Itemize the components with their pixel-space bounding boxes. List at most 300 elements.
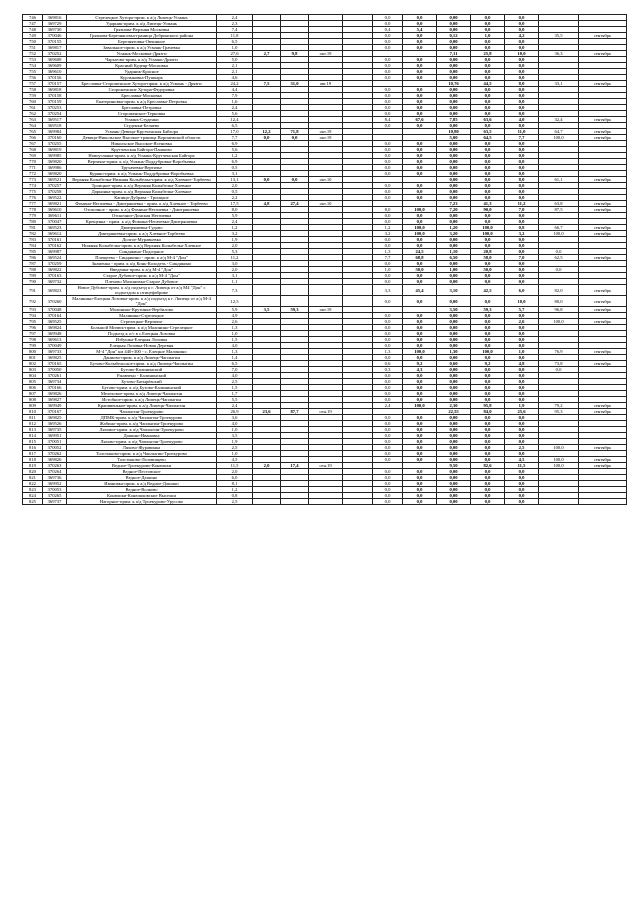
table-cell: 0,00 xyxy=(437,111,471,117)
table-cell: 804 xyxy=(23,373,43,379)
road-name-cell: Вертячье-прим. к а/д Усмань-Поддубровка-Воробьевка xyxy=(67,159,217,165)
table-cell: 0,0 xyxy=(403,337,437,343)
table-cell: 759 xyxy=(23,93,43,99)
table-cell: 0,0 xyxy=(373,219,403,225)
table-cell: 0,0 xyxy=(505,87,539,93)
table-cell: 1,3 xyxy=(217,349,253,355)
table-cell: 6,0 xyxy=(505,285,539,296)
table-cell: 0,0 xyxy=(471,421,505,427)
table-cell: 0,0 xyxy=(373,397,403,403)
road-name-cell: Красный Кудеяр-Московка xyxy=(67,63,217,69)
table-cell: 370046 xyxy=(43,33,67,39)
table-cell: 1,3 xyxy=(373,349,403,355)
table-cell: 9,2 xyxy=(403,361,437,367)
table-cell: 35,5 xyxy=(539,33,579,39)
table-cell: 3,3 xyxy=(373,285,403,296)
table-cell: 0,0 xyxy=(505,279,539,285)
table-cell: 8,1 xyxy=(217,481,253,487)
table-cell: 370263 xyxy=(43,463,67,469)
table-cell: сентябрь xyxy=(579,285,627,296)
table-cell: 6,9 xyxy=(217,159,253,165)
table-cell: 1,2 xyxy=(373,225,403,231)
table-cell: 100,0 xyxy=(403,349,437,355)
table-cell: 0,0 xyxy=(505,355,539,361)
table-cell: 0,0 xyxy=(373,171,403,177)
road-name-cell: Крещенка - прим. к а/д Фомина-Негачевка-Дмитряшевка xyxy=(67,219,217,225)
table-cell: сентябрь xyxy=(579,51,627,57)
table-cell: 2,2 xyxy=(217,195,253,201)
table-cell: 0,0 xyxy=(471,111,505,117)
table-cell: 9,50 xyxy=(437,463,471,469)
table-cell: 0,00 xyxy=(437,57,471,63)
table-cell: 766 xyxy=(23,135,43,141)
table-cell: 369737 xyxy=(43,499,67,505)
table-cell: 782 xyxy=(23,231,43,237)
table-cell: 4,3 xyxy=(403,367,437,373)
table-cell: 799 xyxy=(23,343,43,349)
table-cell: 0,0 xyxy=(281,177,309,183)
table-cell: 761 xyxy=(23,105,43,111)
table-cell: 824 xyxy=(23,493,43,499)
table-cell: 33,1 xyxy=(539,81,579,87)
table-cell: 770 xyxy=(23,159,43,165)
table-cell xyxy=(253,285,281,296)
table-cell: 818 xyxy=(23,457,43,463)
table-cell: 0,0 xyxy=(505,385,539,391)
table-cell: 17,5 xyxy=(217,201,253,207)
table-cell: 0,0 xyxy=(403,243,437,249)
table-cell: 0,0 xyxy=(505,475,539,481)
table-cell: 0,0 xyxy=(471,45,505,51)
table-cell: 0,0 xyxy=(471,261,505,267)
table-cell: 0,0 xyxy=(471,21,505,27)
table-cell: 2,5 xyxy=(217,445,253,451)
table-cell: 100,0 xyxy=(539,231,579,237)
table-cell: 760 xyxy=(23,99,43,105)
table-cell: 5,3 xyxy=(217,249,253,255)
table-cell: 1,3 xyxy=(217,325,253,331)
table-cell: 0,00 xyxy=(437,475,471,481)
table-cell: 0,0 xyxy=(505,331,539,337)
table-cell: 0,00 xyxy=(437,177,471,183)
table-cell: 5,6 xyxy=(217,111,253,117)
road-name-cell: Дарьинка-прим. к а/д Верхняя Колыбелка-Хлевное xyxy=(67,189,217,195)
road-name-cell: Чарыгово-прим. к а/д Усмань-Дрязги xyxy=(67,57,217,63)
road-name-cell: Синдякино-Подгорное xyxy=(67,249,217,255)
table-cell: сентябрь xyxy=(579,81,627,87)
table-cell: 369736 xyxy=(43,475,67,481)
table-cell: 0,8 xyxy=(505,225,539,231)
road-name-cell: Бреславка-Стороженские Хутора-прим. к а/д Усмань - Дрязги xyxy=(67,81,217,87)
table-cell: 0,0 xyxy=(403,45,437,51)
table-cell: 369610 xyxy=(43,207,67,213)
table-cell: 0,0 xyxy=(373,337,403,343)
table-cell: 2,5 xyxy=(217,379,253,385)
road-name-cell: Грязнова-Верхняя Московка xyxy=(67,27,217,33)
table-cell: 6,5 xyxy=(217,361,253,367)
table-cell: 0,0 xyxy=(505,337,539,343)
table-cell: 370253 xyxy=(43,105,67,111)
table-cell: 0,0 xyxy=(505,421,539,427)
table-cell: 100,0 xyxy=(471,225,505,231)
table-cell: 79,2 xyxy=(539,403,579,409)
table-cell: 100,0 xyxy=(539,135,579,141)
table-cell: 769 xyxy=(23,153,43,159)
table-cell: 0,0 xyxy=(505,219,539,225)
road-name-cell: Березнятовка-Овчинное xyxy=(67,39,217,45)
table-cell: 0,0 xyxy=(403,69,437,75)
table-cell: 0,4 xyxy=(373,27,403,33)
table-cell: 0,0 xyxy=(373,481,403,487)
table-cell: 4,0 xyxy=(217,343,253,349)
table-cell: 369517 xyxy=(43,117,67,123)
table-cell: сентябрь xyxy=(579,129,627,135)
table-cell: 12,5 xyxy=(217,296,253,307)
table-cell: 0,0 xyxy=(471,147,505,153)
table-cell: 100,0 xyxy=(471,231,505,237)
table-cell: 0,0 xyxy=(505,39,539,45)
table-cell: 369949 xyxy=(43,403,67,409)
table-cell: 1,0 xyxy=(373,267,403,273)
table-cell: 1,4 xyxy=(217,355,253,361)
road-name-cell: Чаплыгин-Троекурово xyxy=(67,409,217,415)
table-cell: 0,0 xyxy=(471,165,505,171)
table-cell: 0,0 xyxy=(373,319,403,325)
table-cell: 0,0 xyxy=(471,451,505,457)
table-cell: 0,0 xyxy=(471,433,505,439)
table-cell: 815 xyxy=(23,439,43,445)
table-cell: 0,0 xyxy=(505,261,539,267)
table-cell: 2,6 xyxy=(217,319,253,325)
table-cell: 0,0 xyxy=(403,141,437,147)
table-cell: 0,0 xyxy=(373,493,403,499)
table-cell: 0,0 xyxy=(505,433,539,439)
table-cell: 821 xyxy=(23,475,43,481)
table-cell: 7,5 xyxy=(253,81,281,87)
road-name-cell: Ляхово-Журавинка xyxy=(67,445,217,451)
table-cell: 6,5 xyxy=(217,39,253,45)
table-cell: 370164 xyxy=(43,313,67,319)
table-cell: 0,0 xyxy=(403,21,437,27)
table-cell: 0,0 xyxy=(403,391,437,397)
table-cell: 752 xyxy=(23,51,43,57)
table-cell: 0,0 xyxy=(403,165,437,171)
table-cell: окт.19 xyxy=(309,307,343,313)
road-name-cell: Верхняя Колыбелка-Нижняя Колыбелка-прим. к а/д Хлевное-Торбеево xyxy=(67,177,217,183)
table-cell: 10,0 xyxy=(505,296,539,307)
table-cell: 755 xyxy=(23,69,43,75)
table-cell: 369518 xyxy=(43,123,67,129)
table-cell: 0,00 xyxy=(437,457,471,463)
table-cell: 0,0 xyxy=(471,39,505,45)
table-cell: 1,0 xyxy=(217,45,253,51)
table-cell: 0,0 xyxy=(373,487,403,493)
table-cell: 369826 xyxy=(43,391,67,397)
road-name-cell: Стрелецкое Хутора-прим. к а/д Липецк-Усмань xyxy=(67,15,217,21)
table-cell: 7,7 xyxy=(373,255,403,261)
table-cell: 369730 xyxy=(43,27,67,33)
table-cell: 11,5 xyxy=(217,463,253,469)
table-cell: 370265 xyxy=(43,493,67,499)
road-name-cell: Истобное-прим. к а/д Липецк-Чаплыгин xyxy=(67,397,217,403)
table-cell: 7,7 xyxy=(505,135,539,141)
table-cell: 777 xyxy=(23,201,43,207)
table-cell: 0,0 xyxy=(373,385,403,391)
table-cell: 0,00 xyxy=(437,493,471,499)
table-cell: 0,00 xyxy=(437,171,471,177)
table-cell: 76,9 xyxy=(539,349,579,355)
table-cell: 805 xyxy=(23,379,43,385)
table-cell: 2,1 xyxy=(217,69,253,75)
table-cell: 100,0 xyxy=(539,457,579,463)
table-cell: 20,8 xyxy=(471,249,505,255)
table-cell: 0,0 xyxy=(373,445,403,451)
table-cell: 776 xyxy=(23,195,43,201)
table-cell: 0,0 xyxy=(373,433,403,439)
table-cell: 0,0 xyxy=(471,183,505,189)
road-name-cell: Конюшки-Конюшковские Выселки xyxy=(67,493,217,499)
table-cell: 2,0 xyxy=(217,183,253,189)
table-cell: 0,0 xyxy=(505,45,539,51)
table-cell: 0,0 xyxy=(505,75,539,81)
table-cell: 0,00 xyxy=(437,355,471,361)
table-cell: 0,00 xyxy=(437,87,471,93)
table-cell: 0,00 xyxy=(437,105,471,111)
table-cell: 370052 xyxy=(43,445,67,451)
table-cell: 790 xyxy=(23,279,43,285)
table-cell xyxy=(309,296,343,307)
table-cell: 0,0 xyxy=(505,195,539,201)
table-cell: 0,0 xyxy=(373,213,403,219)
table-cell: 0,00 xyxy=(437,39,471,45)
table-cell: 0,0 xyxy=(403,439,437,445)
road-name-cell: Никольское Высокое-Ясеновка xyxy=(67,141,217,147)
table-cell: 370254 xyxy=(43,111,67,117)
table-cell: 370163 xyxy=(43,273,67,279)
road-name-cell: Знаменка - прим. к а/д Конь-Колодезь - Синдякино xyxy=(67,261,217,267)
table-cell: 7,0 xyxy=(505,255,539,261)
road-name-cell: Стороженское-Терновка xyxy=(67,111,217,117)
table-cell: 0,0 xyxy=(471,105,505,111)
table-cell: 0,0 xyxy=(403,15,437,21)
table-cell: 63,5 xyxy=(471,129,505,135)
road-name-cell: Малинино-Елецкая Лозовка-прим. к а/д подъезд к г. Липецк от а/д М-4 "Дон" xyxy=(67,296,217,307)
table-cell: 1,30 xyxy=(437,349,471,355)
table-cell: 0,0 xyxy=(505,273,539,279)
table-cell: 4,0 xyxy=(217,373,253,379)
table-cell: 0,0 xyxy=(505,99,539,105)
table-body xyxy=(23,15,627,505)
table-cell: 797 xyxy=(23,331,43,337)
road-name-cell: Усмань-Московка-Дрязги xyxy=(67,51,217,57)
table-cell: 801 xyxy=(23,355,43,361)
table-cell: 0,0 xyxy=(505,159,539,165)
table-cell: сентябрь xyxy=(579,307,627,313)
table-cell: 5,0 xyxy=(217,57,253,63)
table-cell: 87,7 xyxy=(281,409,309,415)
table-cell: 0,0 xyxy=(505,153,539,159)
table-cell: 0,0 xyxy=(505,147,539,153)
table-cell: 7,0 xyxy=(217,367,253,373)
table-cell: 369523 xyxy=(43,225,67,231)
road-name-cell: Усмань-Студенки xyxy=(67,117,217,123)
table-cell: 0,0 xyxy=(373,325,403,331)
table-cell: 7,23 xyxy=(437,201,471,207)
table-cell: 369612 xyxy=(43,231,67,237)
table-cell: 0,0 xyxy=(373,273,403,279)
table-cell: 0,0 xyxy=(471,141,505,147)
table-cell: 0,00 xyxy=(437,313,471,319)
table-cell: 748 xyxy=(23,27,43,33)
table-cell: 0,0 xyxy=(403,183,437,189)
table-cell: сен.19 xyxy=(309,463,343,469)
table-cell: 369609 xyxy=(43,63,67,69)
table-cell: 0,00 xyxy=(437,331,471,337)
table-cell: 100,0 xyxy=(403,225,437,231)
table-cell: 1,2 xyxy=(217,153,253,159)
table-cell: 0,0 xyxy=(505,111,539,117)
table-cell: 816 xyxy=(23,445,43,451)
road-name-cell: Малинино-Стрелецкое xyxy=(67,313,217,319)
table-cell: 0,0 xyxy=(505,15,539,21)
table-cell: 25,6 xyxy=(505,409,539,415)
table-cell: 746 xyxy=(23,15,43,21)
table-cell: сентябрь xyxy=(579,319,627,325)
table-cell: 0,0 xyxy=(403,397,437,403)
table-cell: 1,5 xyxy=(217,337,253,343)
table-cell: 0,0 xyxy=(403,93,437,99)
table-cell: 0,0 xyxy=(505,343,539,349)
table-cell: 0,0 xyxy=(403,457,437,463)
table-cell: 0,00 xyxy=(437,63,471,69)
table-cell: 780 xyxy=(23,219,43,225)
road-name-cell: Дмитряшевка-Гудово xyxy=(67,225,217,231)
table-cell: 0,0 xyxy=(373,391,403,397)
table-cell: 369820 xyxy=(43,159,67,165)
table-cell: 2,5 xyxy=(217,499,253,505)
table-cell: 771 xyxy=(23,165,43,171)
table-cell: 0,0 xyxy=(505,439,539,445)
table-cell: 2,4 xyxy=(217,105,253,111)
table-cell: 0,0 xyxy=(403,273,437,279)
table-cell: 17,4 xyxy=(281,463,309,469)
table-cell xyxy=(343,296,373,307)
table-cell: 5,5 xyxy=(217,397,253,403)
table-cell: 41,3 xyxy=(471,201,505,207)
table-cell: 0,0 xyxy=(403,153,437,159)
table-cell: 369826 xyxy=(43,457,67,463)
table-row xyxy=(23,499,627,505)
table-cell: 370255 xyxy=(43,141,67,147)
table-cell: 0,00 xyxy=(437,385,471,391)
table-cell xyxy=(539,499,579,505)
road-name-cell: Усмань-Девица-Крутченская Байгора xyxy=(67,129,217,135)
table-cell: 3,0 xyxy=(217,261,253,267)
table-cell: 0,0 xyxy=(471,153,505,159)
table-cell: 0,0 xyxy=(505,373,539,379)
table-cell: 369824 xyxy=(43,325,67,331)
table-cell: 802 xyxy=(23,361,43,367)
table-cell: 0,0 xyxy=(373,147,403,153)
table-cell: сентябрь xyxy=(579,255,627,261)
table-cell: 765 xyxy=(23,129,43,135)
table-cell: 0,0 xyxy=(403,487,437,493)
table-cell: 0,0 xyxy=(471,63,505,69)
table-cell: 2,5 xyxy=(505,445,539,451)
table-cell: 2,0 xyxy=(253,463,281,469)
table-cell: 370166 xyxy=(43,385,67,391)
table-cell: 768 xyxy=(23,147,43,153)
table-cell: 369820 xyxy=(43,171,67,177)
road-name-cell: Ляхово-прим. к а/д Чаплыгин-Троекурово xyxy=(67,439,217,445)
table-cell: 369524 xyxy=(43,255,67,261)
table-cell: 1,9 xyxy=(217,439,253,445)
table-cell: 369984 xyxy=(43,129,67,135)
table-cell: 4,0 xyxy=(505,117,539,123)
table-cell: 822 xyxy=(23,481,43,487)
table-cell: авг.19 xyxy=(309,81,343,87)
table-cell: 12,2 xyxy=(253,129,281,135)
table-cell: 0,0 xyxy=(281,135,309,141)
table-cell: 369825 xyxy=(43,415,67,421)
table-cell: 1,20 xyxy=(437,225,471,231)
table-cell: 0,00 xyxy=(437,451,471,457)
table-cell: 0,0 xyxy=(373,373,403,379)
table-cell: 803 xyxy=(23,367,43,373)
table-cell: 27,6 xyxy=(217,51,253,57)
table-cell: 24,2 xyxy=(217,81,253,87)
table-cell: 50,0 xyxy=(403,267,437,273)
table-cell: 369822 xyxy=(43,267,67,273)
table-cell: 0,0 xyxy=(403,469,437,475)
table-cell: 0,0 xyxy=(539,249,579,255)
road-name-cell: Дашино-Ивановка xyxy=(67,433,217,439)
table-cell: 0,0 xyxy=(373,33,403,39)
table-cell: 0,00 xyxy=(437,319,471,325)
table-cell: 0,0 xyxy=(505,189,539,195)
table-cell: 0,00 xyxy=(437,141,471,147)
table-cell: 0,0 xyxy=(471,195,505,201)
table-cell: 2,3 xyxy=(217,21,253,27)
table-cell: 0,0 xyxy=(471,319,505,325)
table-cell: 0,0 xyxy=(471,27,505,33)
road-name-cell: Елецкая Лозовка-Новая Деревня xyxy=(67,343,217,349)
table-cell: окт.19 xyxy=(309,129,343,135)
table-cell: 369521 xyxy=(43,177,67,183)
table-cell: 0,0 xyxy=(403,475,437,481)
table-cell: 96,8 xyxy=(539,307,579,313)
table-cell: 0,0 xyxy=(505,249,539,255)
table-cell: 0,0 xyxy=(403,343,437,349)
table-cell: 0,0 xyxy=(373,69,403,75)
table-cell: 751 xyxy=(23,45,43,51)
table-cell: 0,0 xyxy=(403,75,437,81)
table-cell: 806 xyxy=(23,385,43,391)
table-cell: 8,0 xyxy=(373,207,403,213)
table-cell: 0,60 xyxy=(437,361,471,367)
table-cell: 0,00 xyxy=(437,93,471,99)
table-cell: 0,0 xyxy=(373,75,403,81)
table-cell: 0,0 xyxy=(403,427,437,433)
table-cell: 44,5 xyxy=(471,81,505,87)
table-cell: 1,00 xyxy=(437,267,471,273)
table-cell: 36,3 xyxy=(539,51,579,57)
table-cell: 0,0 xyxy=(505,415,539,421)
table-cell: 0,0 xyxy=(403,159,437,165)
road-name-cell: Куряно-прим. к а/д Усмань-Поддубровка-Воробьевка xyxy=(67,171,217,177)
table-cell: 767 xyxy=(23,141,43,147)
table-cell: 8,0 xyxy=(505,177,539,183)
